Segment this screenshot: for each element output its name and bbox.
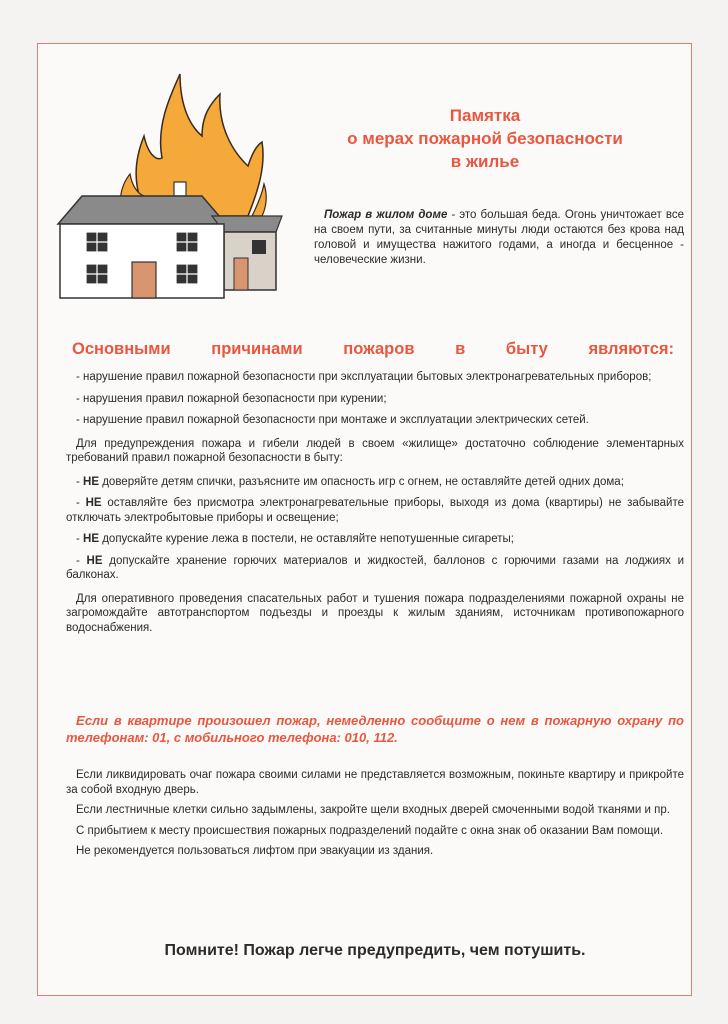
tips-list <box>66 768 684 865</box>
intro-text: - это большая беда. Огонь уничтожает все на своем пути, за считанные минуты люди остаются без крова над головой и имущества нажитого годами, а иногда и бесценное - человеческие жизни. <box>314 209 684 266</box>
title-line-2: о мерах пожарной безопасности <box>347 129 623 148</box>
emergency-alert: Если в квартире произошел пожар, немедленно сообщите о нем в пожарную охрану по телефонам: 01, с мобильного телефона: 010, 112. <box>66 713 684 745</box>
rule-item: - НЕ оставляйте без присмотра электронагревательные приборы, выходя из дома (квартиры) не забывайте отключать электробытовые приборы и освещение; <box>66 497 684 524</box>
prevention-intro: Для предупреждения пожара и гибели людей в своем «жилище» достаточно соблюдение элементарных требований правил пожарной безопасности в быту: <box>66 437 684 464</box>
title-line-1: Памятка <box>449 106 521 125</box>
page-title <box>290 104 680 173</box>
tip-item: Если ликвидировать очаг пожара своими силами не представляется возможным, покиньте квартиру и прикройте за собой входную дверь. <box>66 769 684 796</box>
rule-item: - НЕ допускайте хранение горючих материалов и жидкостей, баллонов с горючими газами на лоджиях и балконах. <box>66 554 684 581</box>
tip-item: Не рекомендуется пользоваться лифтом при эвакуации из здания. <box>76 845 434 857</box>
title-line-3: в жилье <box>450 152 520 171</box>
intro-term: Пожар в жилом доме <box>324 209 448 221</box>
burning-house-icon <box>52 66 287 306</box>
tip-item: С прибытием к месту происшествия пожарных подразделений подайте с окна знак об оказании Вам помощи. <box>76 824 664 837</box>
intro-paragraph <box>314 208 684 268</box>
causes-heading: Основными причинами пожаров в быту являются: <box>72 340 674 358</box>
flame-shape <box>136 74 263 216</box>
rule-item: - НЕ допускайте курение лежа в постели, не оставляйте непотушенные сигареты; <box>76 533 514 545</box>
tip-item: Если лестничные клетки сильно задымлены, закройте щели входных дверей смоченными водой тканями и пр. <box>76 804 670 816</box>
rule-item: - НЕ доверяйте детям спички, разъясните им опасность игр с огнем, не оставляйте детей одних дома; <box>76 475 624 488</box>
access-note: Для оперативного проведения спасательных работ и тушения пожара подразделениями пожарной охраны не загромождайте автотранспортом подъезды и проезды к жилым зданиям, источникам противопожарного водоснабжения. <box>66 592 684 634</box>
causes-and-rules <box>66 370 684 642</box>
cause-item: - нарушение правил пожарной безопасности при эксплуатации бытовых электронагревательных приборов; <box>76 371 652 383</box>
cause-item: - нарушения правил пожарной безопасности при курении; <box>76 392 387 405</box>
cause-item: - нарушение правил пожарной безопасности при монтаже и эксплуатации электрических сетей. <box>76 414 589 426</box>
remember-slogan: Помните! Пожар легче предупредить, чем потушить. <box>164 942 586 959</box>
